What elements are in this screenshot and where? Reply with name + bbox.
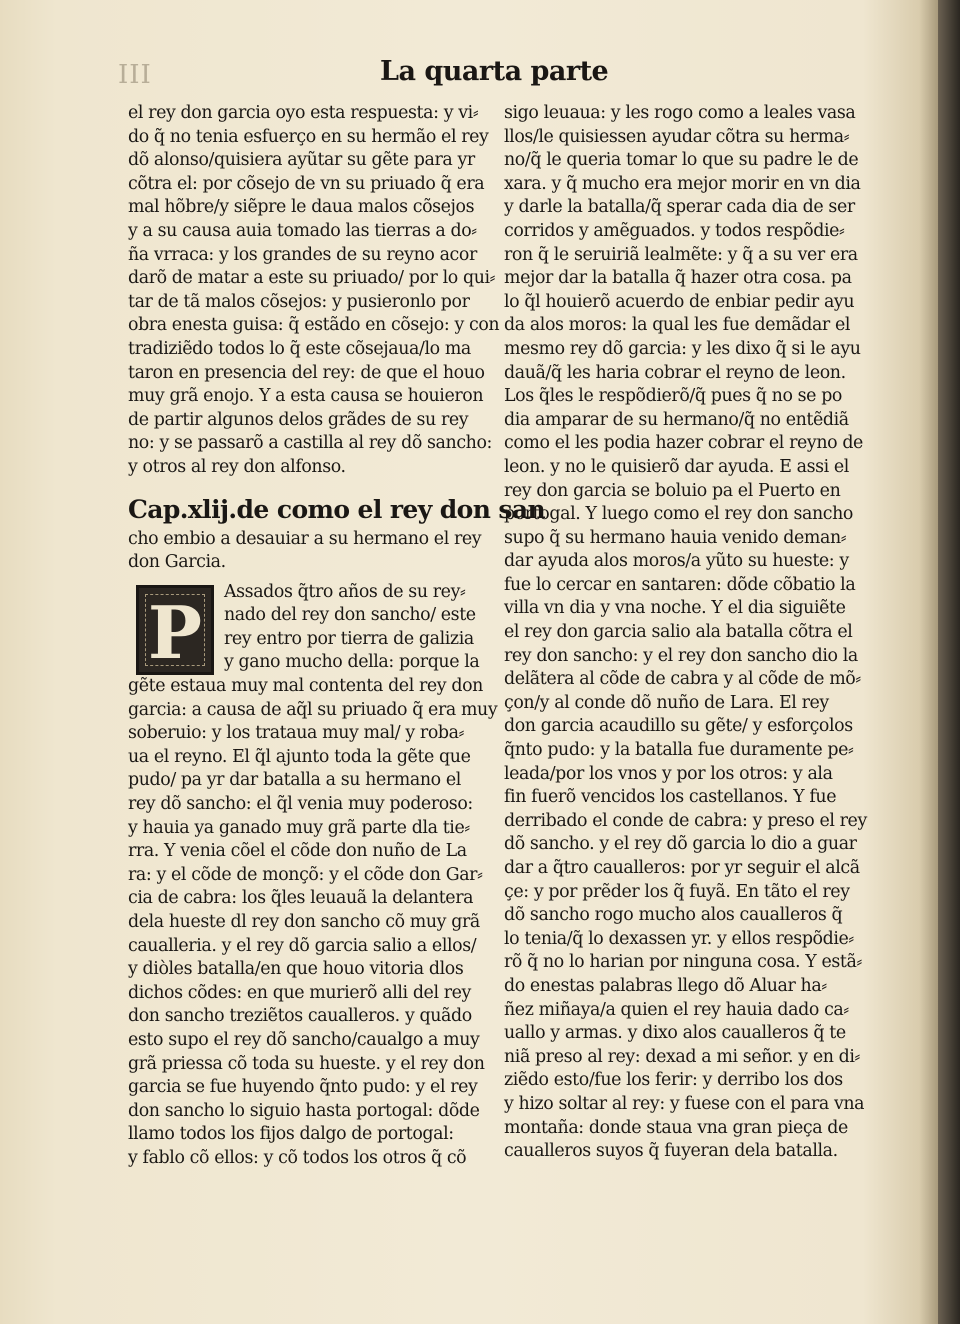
decorated-initial: P (136, 585, 214, 675)
text-line: fue lo cercar en santaren: dõde cõbatio la (504, 574, 856, 595)
text-line: rra. Y venia cõel el cõde don nuño de La (128, 841, 467, 862)
left-column (128, 102, 546, 1171)
text-line: cia de cabra: los q̃les leuauã la delantera (128, 888, 474, 909)
text-line: q̃nto pudo: y la batalla fue duramente pe⸗ (504, 740, 854, 761)
text-line: rey don garcia se boluio pa el Puerto en (504, 480, 841, 501)
page-edge (938, 0, 960, 1324)
text-line: supo q̃ su hermano hauia venido deman⸗ (504, 527, 847, 548)
text-line: mesmo rey dõ garcia: y les dixo q̃ si le ayu (504, 338, 861, 359)
text-line: derribado el conde de cabra: y preso el rey (504, 810, 867, 831)
text-line: el rey don garcia oyo esta respuesta: y vi⸗ (128, 103, 479, 123)
text-line: muy grã enojo. Y a esta causa se houieron (128, 386, 484, 407)
text-line: y fablo cõ ellos: y cõ todos los otros q̃ cõ (128, 1147, 467, 1168)
text-line: no/q̃ le queria tomar lo que su padre le de (504, 150, 859, 171)
text-line: Assados q̃tro años de su rey⸗ (224, 581, 466, 602)
text-line: y a su causa auia tomado las tierras a do⸗ (128, 220, 477, 241)
text-line: leon. y no le quisierõ dar ayuda. E assi el (504, 456, 849, 477)
text-line: don garcia acaudillo su gẽte/ y esforçolos (504, 716, 853, 737)
text-line: dõ alonso/quisiera ayũtar su gẽte para yr (128, 150, 475, 171)
text-line: dõ sancho rogo mucho alos caualleros q̃ (504, 905, 843, 926)
text-line: leada/por los vnos y por los otros: y ala (504, 763, 833, 784)
text-line: corridos y amẽguados. y todos respõdie⸗ (504, 220, 845, 241)
text-line: llamo todos los fijos dalgo de portogal: (128, 1124, 454, 1145)
right-column (504, 102, 866, 1164)
text-line: ron q̃ le seruiriã lealmẽte: y q̃ a su ver era (504, 244, 858, 265)
folio-number: III (118, 60, 152, 90)
text-line: soberuio: y los trataua muy mal/ y roba⸗ (128, 723, 464, 744)
text-line: dauã/q̃ les haria cobrar el reyno de leon. (504, 362, 846, 383)
text-line: rõ q̃ no lo harian por ninguna cosa. Y estã⸗ (504, 952, 862, 973)
text-line: y gano mucho della: porque la (224, 652, 480, 673)
chapter-heading (128, 492, 546, 575)
text-line: uallo y armas. y dixo alos caualleros q̃ te (504, 1023, 846, 1044)
text-line: grã priessa cõ toda su hueste. y el rey don (128, 1053, 485, 1074)
text-line: garcia se fue huyendo q̃nto pudo: y el rey (128, 1077, 478, 1098)
text-line: don sancho lo siguio hasta portogal: dõde (128, 1100, 480, 1121)
text-line: dar a q̃tro caualleros: por yr seguir el alcã (504, 858, 860, 878)
text-line: mal hõbre/y siẽpre le daua malos cõsejos (128, 197, 475, 218)
text-line: garcia: a causa de aq̃l su priuado q̃ era muy (128, 699, 498, 720)
text-line: y darle la batalla/q̃ sperar cada dia de ser (504, 197, 855, 218)
text-line: tradiziẽdo todos lo q̃ este cõsejaua/lo ma (128, 338, 471, 359)
left-paragraph (128, 102, 500, 480)
text-line: portogal. Y luego como el rey don sancho (504, 504, 853, 525)
text-line: llos/le quisiessen ayudar cõtra su herma⸗ (504, 126, 850, 147)
text-line: de partir algunos delos grãdes de su rey (128, 409, 469, 430)
text-line: caualleria. y el rey dõ garcia salio a ellos/ (128, 935, 477, 956)
text-line: como el les podia hazer cobrar el reyno de (504, 433, 863, 454)
text-line: ua el reyno. El q̃l ajunto toda la gẽte que (128, 746, 471, 767)
text-line: gẽte estaua muy mal contenta del rey don (128, 676, 483, 697)
chapter-opening (128, 581, 498, 1171)
left-chapter-text (128, 675, 498, 1170)
text-line: el rey don garcia salio ala batalla cõtra el (504, 622, 853, 643)
text-line: don sancho treziẽtos caualleros. y quãdo (128, 1006, 472, 1027)
text-line: tar de tã malos cõsejos: y pusieronlo por (128, 291, 470, 312)
text-line: dela hueste dl rey don sancho cõ muy grã (128, 912, 480, 932)
chapter-heading-line: don Garcia. (128, 552, 226, 573)
text-line: y diòles batalla/en que houo vitoria dlos (128, 959, 464, 980)
text-line: do enestas palabras llego dõ Aluar ha⸗ (504, 975, 827, 996)
text-line: lo tenia/q̃ lo dexassen yr. y ellos respõdie⸗ (504, 928, 854, 949)
text-line: nado del rey don sancho/ este (224, 605, 476, 626)
text-line: ziẽdo esto/fue los ferir: y derribo los dos (504, 1070, 843, 1091)
text-line: montaña: donde staua vna gran pieça de (504, 1117, 848, 1138)
text-line: Los q̃les le respõdierõ/q̃ pues q̃ no se po (504, 386, 842, 407)
text-line: taron en presencia del rey: de que el houo (128, 362, 485, 383)
right-column-text (504, 102, 866, 1164)
text-line: ra: y el cõde de monçõ: y el cõde don Gar⸗ (128, 864, 483, 885)
text-line: do q̃ no tenia esfuerço en su hermão el rey (128, 126, 489, 147)
text-line: esto supo el rey dõ sancho/caualgo a muy (128, 1029, 480, 1050)
text-line: ñez miñaya/a quien el rey hauia dado ca⸗ (504, 999, 849, 1020)
text-line: ña vrraca: y los grandes de su reyno acor (128, 244, 477, 265)
text-line: çe: y por prẽder los q̃ fuyã. En tãto el rey (504, 881, 850, 902)
text-line: obra enesta guisa: q̃ estãdo en cõsejo: y con (128, 315, 500, 336)
text-line: dõ sancho. y el rey dõ garcia lo dio a guar (504, 834, 857, 855)
text-line: delãtera al cõde de cabra y al cõde de mõ⸗ (504, 669, 861, 690)
text-line: darõ de matar a este su priuado/ por lo qui⸗ (128, 268, 496, 289)
text-line: dar ayuda alos moros/a yũto su hueste: y (504, 551, 849, 572)
text-line: sigo leuaua: y les rogo como a leales vasa (504, 103, 856, 123)
text-line: fin fuerõ vencidos los castellanos. Y fue (504, 787, 837, 808)
text-line: xara. y q̃ mucho era mejor morir en vn dia (504, 173, 861, 194)
text-line: caualleros suyos q̃ fuyeran dela batalla. (504, 1141, 838, 1162)
text-line: cõtra el: por cõsejo de vn su priuado q̃ era (128, 173, 485, 194)
text-line: no: y se passarõ a castilla al rey dõ sancho: (128, 433, 492, 454)
text-line: dia amparar de su hermano/q̃ no entẽdiã (504, 409, 849, 430)
text-line: çon/y al conde dõ nuño de Lara. El rey (504, 692, 829, 713)
chapter-heading-line: cho embio a desauiar a su hermano el rey (128, 528, 482, 549)
text-line: rey dõ sancho: el q̃l venia muy poderoso: (128, 794, 473, 815)
text-line: villa vn dia y vna noche. Y el dia siguiẽte (504, 598, 846, 619)
text-line: da alos moros: la qual les fue demãdar el (504, 315, 851, 336)
text-line: pudo/ pa yr dar batalla a su hermano el (128, 770, 461, 791)
chapter-heading-line: Cap.xlij.de como el rey don san (128, 494, 546, 524)
text-line: rey don sancho: y el rey don sancho dio la (504, 645, 858, 666)
text-line: dichos cõdes: en que murierõ alli del rey (128, 982, 471, 1003)
text-line: y hizo soltar al rey: y fuese con el para vna (504, 1093, 865, 1114)
text-line: lo q̃l houierõ acuerdo de enbiar pedir ayu (504, 291, 855, 312)
running-title: La quarta parte (380, 56, 609, 87)
text-line: rey entro por tierra de galizia (224, 628, 474, 649)
text-line: niã preso al rey: dexad a mi señor. y en di⸗ (504, 1046, 860, 1067)
text-line: mejor dar la batalla q̃ hazer otra cosa. pa (504, 268, 852, 289)
text-line: y otros al rey don alfonso. (128, 456, 346, 477)
text-line: y hauia ya ganado muy grã parte dla tie⸗ (128, 817, 470, 838)
